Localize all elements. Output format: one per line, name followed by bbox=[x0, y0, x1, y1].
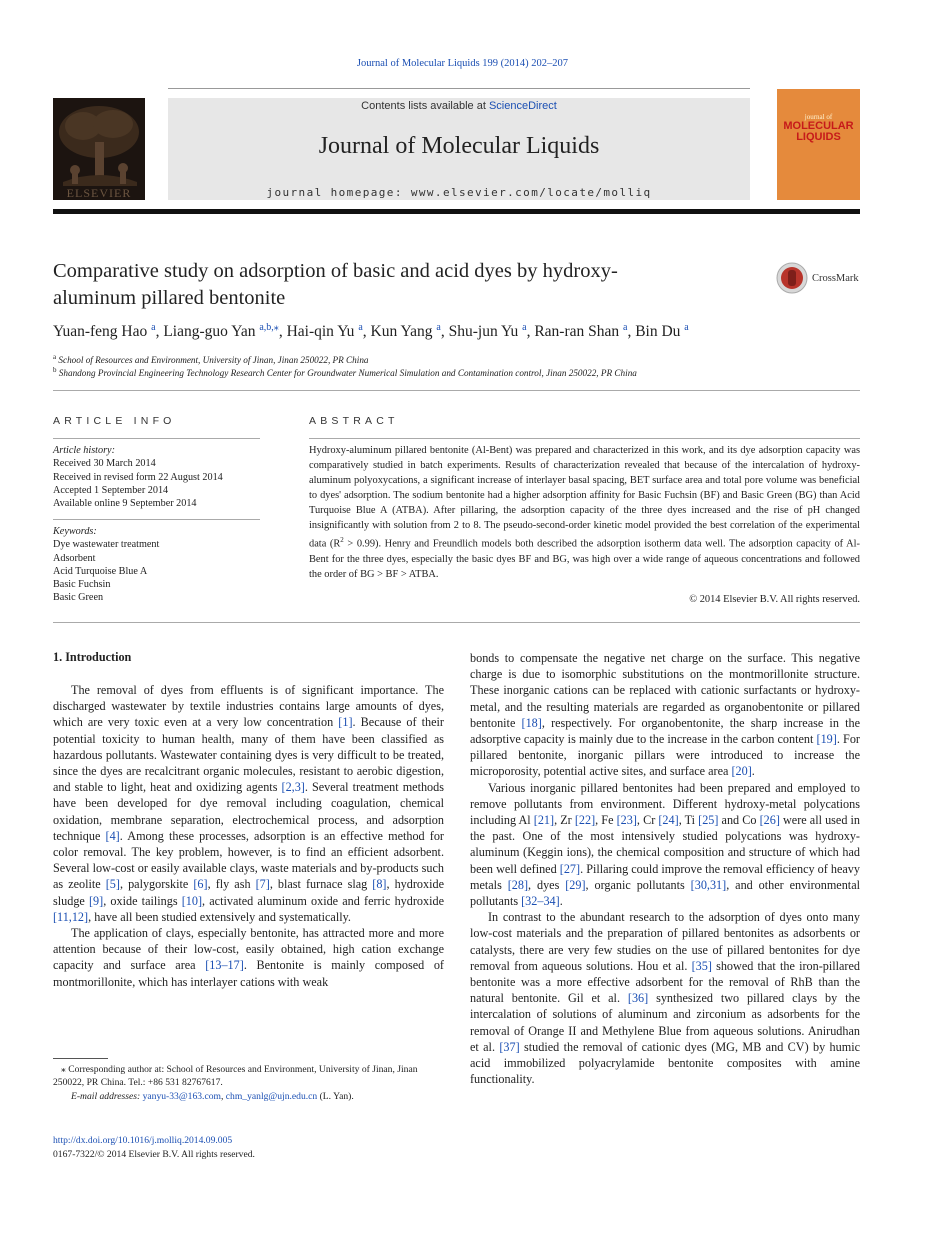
keyword: Adsorbent bbox=[53, 552, 96, 564]
citation-link[interactable]: [20] bbox=[731, 764, 752, 779]
paragraph bbox=[470, 909, 860, 1087]
citation-link[interactable]: [26] bbox=[759, 813, 780, 828]
paragraph-text: . bbox=[751, 764, 755, 779]
affiliation-a: $^a$ School of Resources and Environment, University of Jinan, Jinan 250022, PR China bbox=[53, 353, 369, 366]
cover-line-1: journal of bbox=[804, 113, 833, 121]
keyword: Basic Green bbox=[53, 592, 104, 604]
elsevier-logo bbox=[53, 98, 145, 200]
citation-link[interactable]: [4] bbox=[105, 828, 120, 843]
keywords-rule bbox=[53, 519, 260, 520]
abstract-rule bbox=[309, 438, 860, 439]
history-received: Received 30 March 2014 bbox=[53, 458, 156, 470]
author[interactable]: Ran-ran Shan $^a$ bbox=[534, 322, 628, 341]
history-label: Article history: bbox=[53, 445, 115, 456]
paragraph bbox=[53, 925, 444, 990]
citation-link[interactable]: [10] bbox=[181, 893, 203, 908]
abstract-text: Hydroxy-aluminum pillared bentonite (Al-Bent) was prepared and characterized in this work, and its dye adsorption capacity was comparatively studied in batch experiments. Results of characterization revealed that because of the intercalation of hydroxy-aluminum polyoxycations, a significant increase of interlayer basal spacing, BET surface area and total pore volume was beneficial to dyes' adsorption. The sodium bentonite had a higher adsorption affinity for Basic Fuchsin (BF) and Basic Green (BG) than Acid Turquoise Blue A (ATBA). After pillaring, the adsorption capacity of the three dyes increased and the rise of pH changed insignificantly with solution from 2 to 8. The pseudo-second-order kinetic model provided the best correlation of the experimental data $(R^2 > 0.99)$. Henry and Freundlich models both described the adsorption isotherm data well. The adsorption capacity of Al-Bent for the three dyes, especially the basic dyes BF and BG, was high over a wide range of aqueous concentrations and followed the order of BG > BF > ATBA. bbox=[309, 445, 860, 580]
paragraph-text: , palygorskite bbox=[119, 877, 194, 892]
citation-link[interactable]: [8] bbox=[372, 877, 387, 892]
paragraph-text: showed that the iron-pillared bentonite was a more effective adsorbent for the removal of RhB than the natural bentonite. Gil et al. bbox=[470, 958, 860, 1006]
author[interactable]: Yuan-feng Hao $^a$ bbox=[53, 322, 156, 341]
author[interactable]: Hai-qin Yu $^a$ bbox=[286, 322, 363, 341]
keywords-label: Keywords: bbox=[53, 526, 97, 537]
paragraph-text: . Several treatment methods have been developed for dye removal including coagulation, chemical oxidation, membrane separation, electrochemical process, and adsorption technique bbox=[53, 780, 444, 843]
header-divider bbox=[53, 209, 860, 214]
cover-line-2: MOLECULAR LIQUIDS bbox=[783, 120, 854, 143]
citation-link[interactable]: [24] bbox=[658, 813, 679, 828]
paragraph-text: , have all been studied extensively and systematically. bbox=[88, 909, 351, 924]
citation-link[interactable]: [36] bbox=[627, 991, 649, 1006]
history-revised: Received in revised form 22 August 2014 bbox=[53, 471, 223, 483]
paragraph-text: , activated aluminum oxide and ferric hydroxide bbox=[202, 893, 444, 908]
paragraph-text: . Pillaring could improve the removal efficiency of heavy metals bbox=[470, 861, 860, 892]
keywords bbox=[53, 525, 260, 605]
citation-link[interactable]: [6] bbox=[193, 877, 208, 892]
paragraph-text: , respectively. For organobentonite, the sharp increase in the adsorptive capacity is mainly due to the increase in the carbon content bbox=[470, 715, 860, 747]
author[interactable]: Kun Yang $^a$ bbox=[370, 322, 441, 341]
paragraph-text: . Because of their potential toxicity to human health, many of them have been classified as hazardous pollutants. Wastewater containing dyes is very difficult to be treated, since the dyes are recalcitrant organic molecules, resistant to aerobic digestion, and stable to light, heat and oxidizing agents bbox=[53, 715, 444, 795]
citation-link[interactable]: [29] bbox=[565, 877, 586, 892]
paragraph-text: The application of clays, especially bentonite, has attracted more and more attention because of their low-cost, easily obtained, high cation exchange capacity and surface area bbox=[53, 926, 444, 973]
homepage-url[interactable]: www.elsevier.com/locate/molliq bbox=[410, 186, 652, 199]
citation-link[interactable]: [37] bbox=[499, 1039, 520, 1054]
left-column bbox=[53, 682, 444, 990]
paragraph-text: bonds to compensate the negative net charge on the surface. This negative charge is due to isomorphic substitutions on the montmorillonite structure. These inorganic cations can be replaced with cationic surfactants or hydroxy-metal, and the resulting materials are regarded as organobentonite or pillared bentonite bbox=[470, 651, 860, 730]
corresponding-author-note: ⁎ Corresponding author at: School of Resources and Environment, University of Jinan, Jinan 250022, PR China. Tel.: +86 531 82767617. bbox=[53, 1064, 418, 1089]
author[interactable]: Bin Du $^a$ bbox=[635, 322, 689, 341]
citation-link[interactable]: [27] bbox=[559, 861, 581, 876]
journal-cover-thumbnail[interactable] bbox=[777, 89, 860, 200]
affiliation-b: $^b$ Shandong Provincial Engineering Technology Research Center for Groundwater Numerical Simulation and Contamination control, Jinan 250022, PR China bbox=[53, 366, 637, 379]
paragraph-text: studied the removal of cationic dyes (MG, MB and CV) by humic acid immobilized polyacrylamide bentonite composites with amine functionality. bbox=[470, 1039, 860, 1087]
paragraph-text: , Ti bbox=[678, 813, 699, 828]
citation-link[interactable]: [30,31] bbox=[690, 877, 727, 892]
footnote-rule bbox=[53, 1058, 108, 1059]
paragraph-text: The removal of dyes from effluents is of significant importance. The discharged wastewater by textile industries contains large amounts of dyes, which are very toxic even at a very low concentration bbox=[53, 683, 444, 730]
email-link-1[interactable]: yanyu-33@163.com bbox=[142, 1090, 221, 1102]
paragraph-text: . bbox=[559, 894, 563, 909]
email-link-2[interactable]: chm_yanlg@ujn.edu.cn bbox=[225, 1090, 318, 1102]
crossmark-icon[interactable] bbox=[776, 262, 808, 294]
citation-link[interactable]: [1] bbox=[338, 715, 353, 730]
citation-link[interactable]: [5] bbox=[105, 877, 120, 892]
paragraph bbox=[470, 650, 860, 780]
citation-link[interactable]: [9] bbox=[89, 893, 104, 908]
citation-link[interactable]: [35] bbox=[691, 958, 712, 973]
citation-link[interactable]: [23] bbox=[616, 813, 637, 828]
paragraph-text: , oxide tailings bbox=[103, 893, 182, 908]
paragraph-text: and Co bbox=[718, 813, 760, 828]
journal-homepage bbox=[168, 186, 750, 199]
paragraph-text: , hydroxide sludge bbox=[53, 877, 445, 908]
paragraph-text: , Zr bbox=[554, 813, 575, 828]
citation-link[interactable]: [22] bbox=[574, 813, 596, 828]
right-column bbox=[470, 650, 860, 1087]
paragraph-text: , blast furnace slag bbox=[269, 877, 373, 892]
paragraph-text: . Among these processes, adsorption is an effective method for color removal. The key problem, however, is to find an efficient adsorbent. Several low-cost or easily available clays, waste materials and by-products such as zeolite bbox=[53, 828, 444, 892]
citation-link[interactable]: [18] bbox=[521, 715, 542, 730]
paragraph-text: . Bentonite is mainly composed of montmorillonite, which has interlayer cations with weak bbox=[53, 958, 444, 989]
contents-line bbox=[168, 100, 750, 112]
affiliation-divider bbox=[53, 390, 860, 391]
doi-link[interactable]: http://dx.doi.org/10.1016/j.molliq.2014.09.005 bbox=[53, 1135, 233, 1146]
section-heading-introduction: 1. Introduction bbox=[53, 650, 132, 664]
paragraph-text: , Cr bbox=[636, 813, 659, 828]
paragraph-text: were all used in the past. One of the most intensively studied polycations was hydroxy-aluminum (Keggin ions), the chemical composition and structure of which had been well defined bbox=[470, 813, 861, 876]
citation-link[interactable]: [7] bbox=[255, 877, 270, 892]
elsevier-wordmark: ELSEVIER bbox=[66, 186, 132, 200]
citation-link[interactable]: [19] bbox=[816, 732, 837, 747]
article-history bbox=[53, 444, 260, 510]
citation-link[interactable]: [25] bbox=[698, 813, 719, 828]
article-title: Comparative study on adsorption of basic and acid dyes by hydroxy-aluminum pillared bentonite bbox=[53, 260, 618, 309]
footnote bbox=[53, 1063, 444, 1103]
history-accepted: Accepted 1 September 2014 bbox=[53, 484, 169, 496]
author[interactable]: Shu-jun Yu $^a$ bbox=[448, 322, 527, 341]
abstract-heading: ABSTRACT bbox=[309, 415, 399, 427]
email-line: E-mail addresses: yanyu-33@163.com, chm_yanlg@ujn.edu.cn (L. Yan). bbox=[71, 1090, 354, 1102]
doi-block bbox=[53, 1134, 255, 1161]
header-rule bbox=[168, 88, 750, 89]
citation-link[interactable]: [2,3] bbox=[281, 780, 305, 795]
citation-link[interactable]: [28] bbox=[507, 877, 529, 892]
citation-link[interactable]: [32–34] bbox=[521, 894, 560, 909]
paragraph-text: In contrast to the abundant research to the adsorption of dyes onto many low-cost materials and the preparation of pillared bentonites as adsorbents or catalysts, there are very few studies on the use of pillared bentonites for dye removal from aqueous solutions. Hou et al. bbox=[470, 910, 860, 973]
citation-link[interactable]: [13–17] bbox=[205, 958, 244, 973]
sciencedirect-link[interactable]: ScienceDirect bbox=[488, 100, 557, 112]
journal-reference[interactable]: Journal of Molecular Liquids 199 (2014) 202–207 bbox=[356, 58, 569, 69]
paragraph-text: , fly ash bbox=[207, 877, 256, 892]
paragraph-text: Various inorganic pillared bentonites had been prepared and employed to remove pollutants from environment. Different hydroxy-metal polycations including Al bbox=[470, 780, 860, 828]
body-divider bbox=[53, 622, 860, 623]
paragraph bbox=[470, 780, 860, 910]
article-info-heading: ARTICLE INFO bbox=[53, 415, 176, 427]
article-info-rule bbox=[53, 438, 260, 439]
paragraph-text: synthesized two pillared clays by the intercalation of solutions of aluminum and zirconium as adsorbents for the removal of Orange II and Methylene Blue from aqueous solutions. Anirudhan et al. bbox=[470, 991, 861, 1054]
paragraph-text: , Fe bbox=[595, 813, 617, 828]
citation-link[interactable]: [21] bbox=[533, 813, 555, 828]
paragraph-text: . For pillared bentonite, inorganic pillars were introduced to increase the microporosity, potential active sites, and surface area bbox=[470, 732, 860, 779]
abstract-copyright: © 2014 Elsevier B.V. All rights reserved. bbox=[689, 594, 860, 605]
keyword: Dye wastewater treatment bbox=[53, 539, 160, 551]
paragraph bbox=[53, 682, 444, 925]
paragraph-text: , and other environmental pollutants bbox=[470, 877, 860, 909]
keyword: Acid Turquoise Blue A bbox=[53, 565, 148, 577]
author[interactable]: Liang-guo Yan $^{a,b,⁎}$ bbox=[163, 322, 279, 341]
paragraph-text: , organic pollutants bbox=[585, 877, 691, 892]
contents-prefix: Contents lists available at bbox=[361, 100, 489, 112]
author-list: Yuan-feng Hao $^a$, Liang-guo Yan $^{a,b,⁎}$, Hai-qin Yu $^a$, Kun Yang $^a$, Shu-jun Yu $^a$, Ran-ran Shan $^a$, Bin Du $^a$ bbox=[53, 322, 689, 341]
history-online: Available online 9 September 2014 bbox=[53, 498, 197, 510]
issn-copyright: 0167-7322/© 2014 Elsevier B.V. All rights reserved. bbox=[53, 1148, 255, 1160]
elsevier-tree-icon bbox=[53, 98, 145, 200]
paragraph-text: , dyes bbox=[528, 877, 566, 892]
journal-title: Journal of Molecular Liquids bbox=[318, 133, 600, 159]
keyword: Basic Fuchsin bbox=[53, 579, 111, 591]
crossmark-label[interactable]: CrossMark bbox=[812, 273, 859, 284]
homepage-prefix: journal homepage: bbox=[266, 186, 411, 199]
citation-link[interactable]: [11,12] bbox=[53, 909, 89, 924]
